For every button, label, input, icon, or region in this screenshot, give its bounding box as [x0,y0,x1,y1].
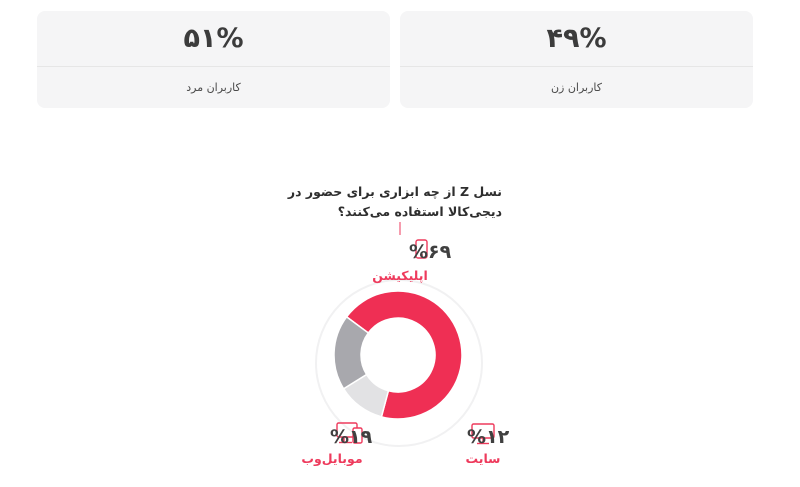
male-users-percent: ۵۱% [37,11,390,67]
female-users-percent: ۴۹% [400,11,753,67]
donut-slices [334,291,462,419]
site-label: سایت [465,451,501,466]
mobile-web-label: موبایل‌وب [301,451,363,466]
mobile-web-percent: %۱۹ [330,426,373,448]
app-label: اپلیکیشن [372,268,428,283]
app-percent: %۶۹ [409,241,452,263]
female-users-label: کاربران زن [550,80,603,94]
site-percent: %۱۲ [467,426,510,448]
chart-title: نسل Z از چه ابزاری برای حضور در دیجی‌کالا استفاده می‌کنند؟ [287,184,502,219]
male-users-label: کاربران مرد [186,80,241,94]
